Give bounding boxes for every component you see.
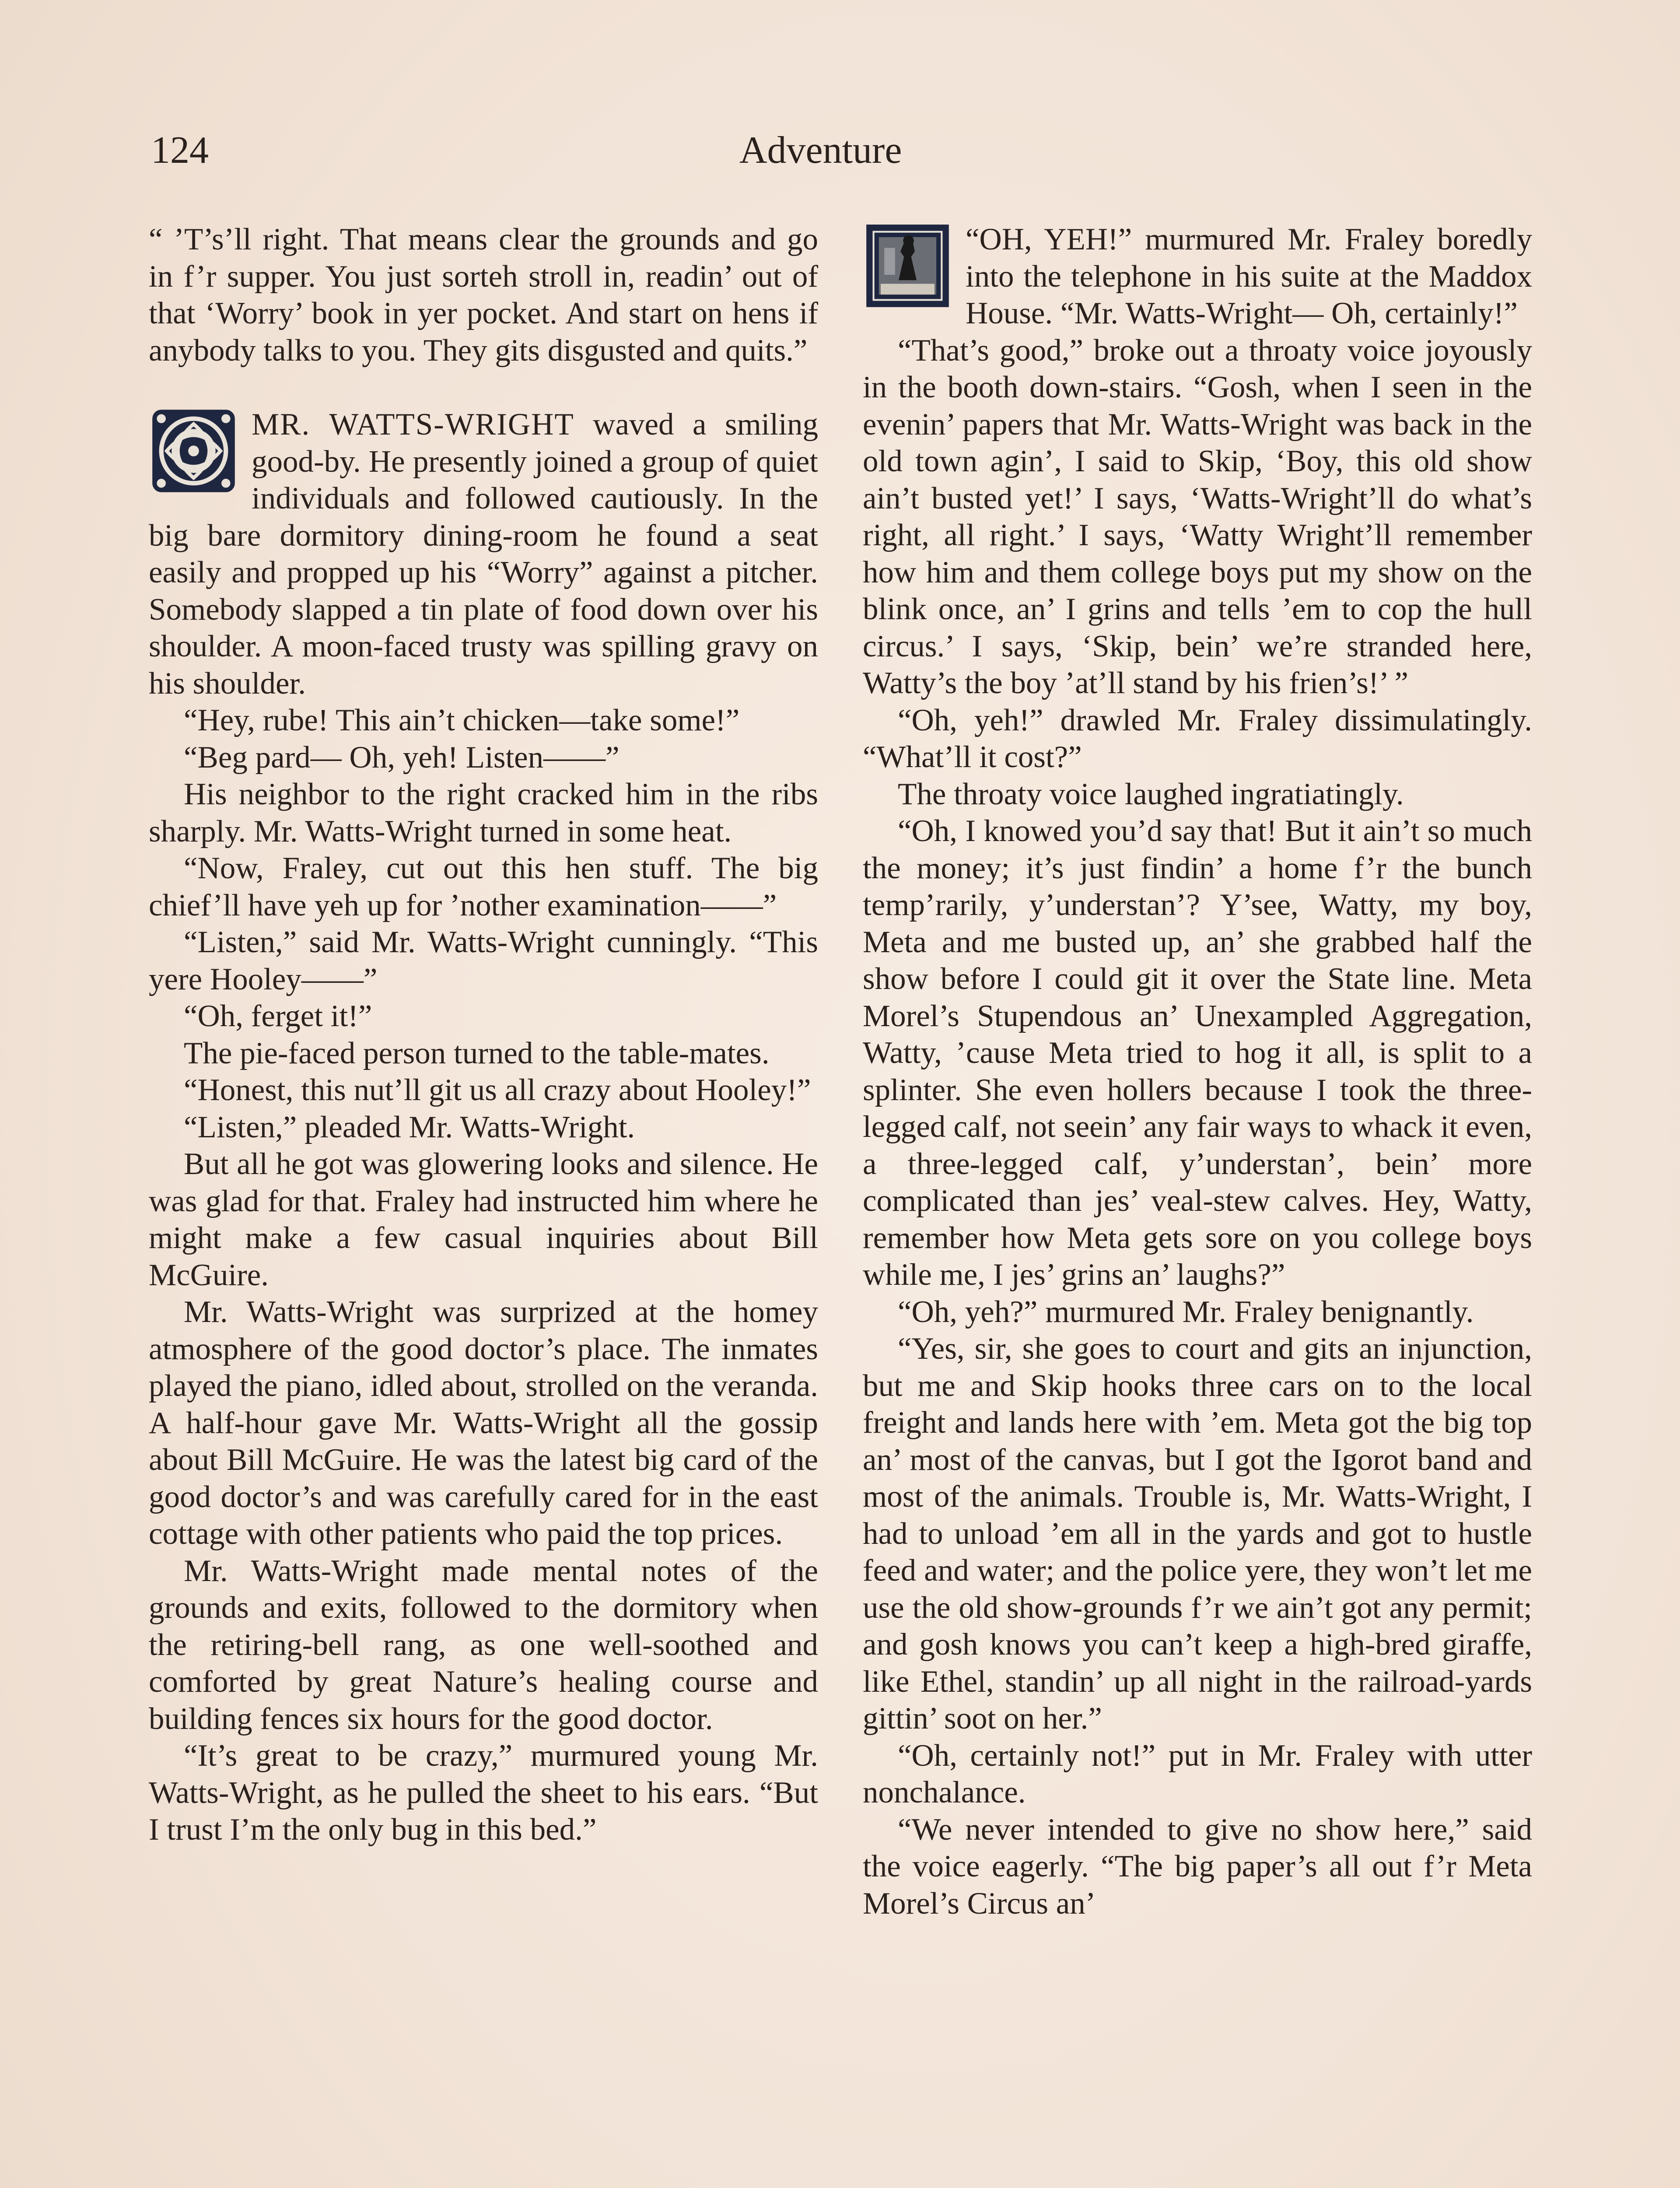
paragraph: “Oh, yeh?” murmured Mr. Fraley benignantly. xyxy=(898,1294,1474,1329)
paragraph: “Oh, ferget it!” xyxy=(184,999,372,1033)
paragraph: “It’s great to be crazy,” murmured young Mr. Watts-Wright, as he pulled the sheet to his ears. “But I trust I’m the only bug in this bed.” xyxy=(149,1739,818,1847)
right-column xyxy=(863,221,1532,1922)
paragraph-text: “OH, YEH!” murmured Mr. Fraley boredly into the telephone in his suite at the Maddox House. “Mr. Watts-Wright— Oh, certainly!” xyxy=(966,222,1532,330)
paragraph: The throaty voice laughed ingratiatingly. xyxy=(898,777,1404,811)
paragraph: “Honest, this nut’ll git us all crazy about Hooley!” xyxy=(184,1073,811,1107)
paragraph: “Hey, rube! This ain’t chicken—take some!” xyxy=(184,703,740,737)
paragraph: The pie-faced person turned to the table-mates. xyxy=(184,1036,770,1070)
paragraph: His neighbor to the right cracked him in the ribs sharply. Mr. Watts-Wright turned in some heat. xyxy=(149,777,818,849)
running-title: Adventure xyxy=(739,129,902,172)
paragraph: “Listen,” pleaded Mr. Watts-Wright. xyxy=(184,1110,635,1144)
paragraph: “We never intended to give no show here,” said the voice eagerly. “The big paper’s all out f’r Meta Morel’s Circus an’ xyxy=(863,1812,1532,1921)
figure-ornament-icon xyxy=(863,221,952,319)
paragraph: “Oh, I knowed you’d say that! But it ain’t so much the money; it’s just findin’ a home f’r the bunch temp’rarily, y’understan’? Y’see, Watty, my boy, Meta and me busted up, an’ she grabbed half the show before I could git it over the State line. Meta Morel’s Stupendous an’ Unexampled Aggregation, Watty, ’cause Meta tried to hog it all, is split to a splinter. She even hollers because I took the three-legged calf, not seein’ any fair ways to whack it even, a three-legged calf, y’understan’, bein’ more complicated than jes’ veal-stew calves. Hey, Watty, remember how Meta gets sore on you college boys while me, I jes’ grins an’ laughs?” xyxy=(863,814,1532,1292)
paragraph: “Now, Fraley, cut out this hen stuff. The big chief’ll have yeh up for ’nother examination——” xyxy=(149,851,818,922)
paragraph: “Oh, yeh!” drawled Mr. Fraley dissimulatingly. “What’ll it cost?” xyxy=(863,703,1532,774)
paragraph: “Yes, sir, she goes to court and gits an injunction, but me and Skip hooks three cars on to the local freight and lands here with ’em. Meta got the big top an’ most of the canvas, but I got the Igorot band and most of the animals. Trouble is, Mr. Watts-Wright, I had to unload ’em all in the yards and got to hustle feed and water; and the police yere, they won’t let me use the old show-grounds f’r we ain’t got any permit; and gosh knows you can’t keep a high-bred giraffe, like Ethel, standin’ up all night in the railroad-yards gittin’ soot on her.” xyxy=(863,1332,1532,1736)
paragraph: “Beg pard— Oh, yeh! Listen——” xyxy=(184,740,620,775)
paragraph-text: waved a smiling good-by. He presently joined a group of quiet individuals and followed cautiously. In the big bare dormitory dining-room he found a seat easily and propped up his “Worry” against a pitcher. Somebody slapped a tin plate of food down over his shoulder. A moon-faced trusty was spilling gravy on his shoulder. xyxy=(149,407,818,701)
left-column xyxy=(149,221,818,1848)
section-lead-in: MR. WATTS-WRIGHT xyxy=(252,407,574,442)
paragraph: “Oh, certainly not!” put in Mr. Fraley with utter nonchalance. xyxy=(863,1738,1532,1809)
page-number: 124 xyxy=(151,129,209,172)
celtic-knot-ornament-icon xyxy=(149,406,238,505)
paragraph: Mr. Watts-Wright was surprized at the homey atmosphere of the good doctor’s place. The inmates played the piano, idled about, strolled on the veranda. A half-hour gave Mr. Watts-Wright all the gossip about Bill McGuire. He was the latest big card of the good doctor’s and was carefully cared for in the east cottage with other patients who paid the top prices. xyxy=(149,1295,818,1551)
paragraph: “Listen,” said Mr. Watts-Wright cunningly. “This yere Hooley——” xyxy=(149,925,818,996)
paragraph: Mr. Watts-Wright made mental notes of the grounds and exits, followed to the dormitory when the retiring-bell rang, as one well-soothed and comforted by great Nature’s healing course and building fences six hours for the good doctor. xyxy=(149,1553,818,1736)
paragraph: “That’s good,” broke out a throaty voice joyously in the booth down-stairs. “Gosh, when I seen in the evenin’ papers that Mr. Watts-Wright was back in the old town agin’, I said to Skip, ‘Boy, this old show ain’t busted yet!’ I says, ‘Watts-Wright’ll do what’s right, all right.’ I says, ‘Watty Wright’ll remember how him and them college boys put my show on the blink once, an’ I grins and tells ’em to cop the hull circus.’ I says, ‘Skip, bein’ we’re stranded here, Watty’s the boy ’at’ll stand by his frien’s!’ ” xyxy=(863,333,1532,700)
paragraph: But all he got was glowering looks and silence. He was glad for that. Fraley had instructed him where he might make a few casual inquiries about Bill McGuire. xyxy=(149,1147,818,1292)
section-start-paragraph xyxy=(149,406,818,702)
section-start-paragraph xyxy=(863,221,1532,332)
paragraph: “ ’T’s’ll right. That means clear the grounds and go in f’r supper. You just sorteh stroll in, readin’ out of that ‘Worry’ book in yer pocket. And start on hens if anybody talks to you. They gits disgusted and quits.” xyxy=(149,222,818,368)
